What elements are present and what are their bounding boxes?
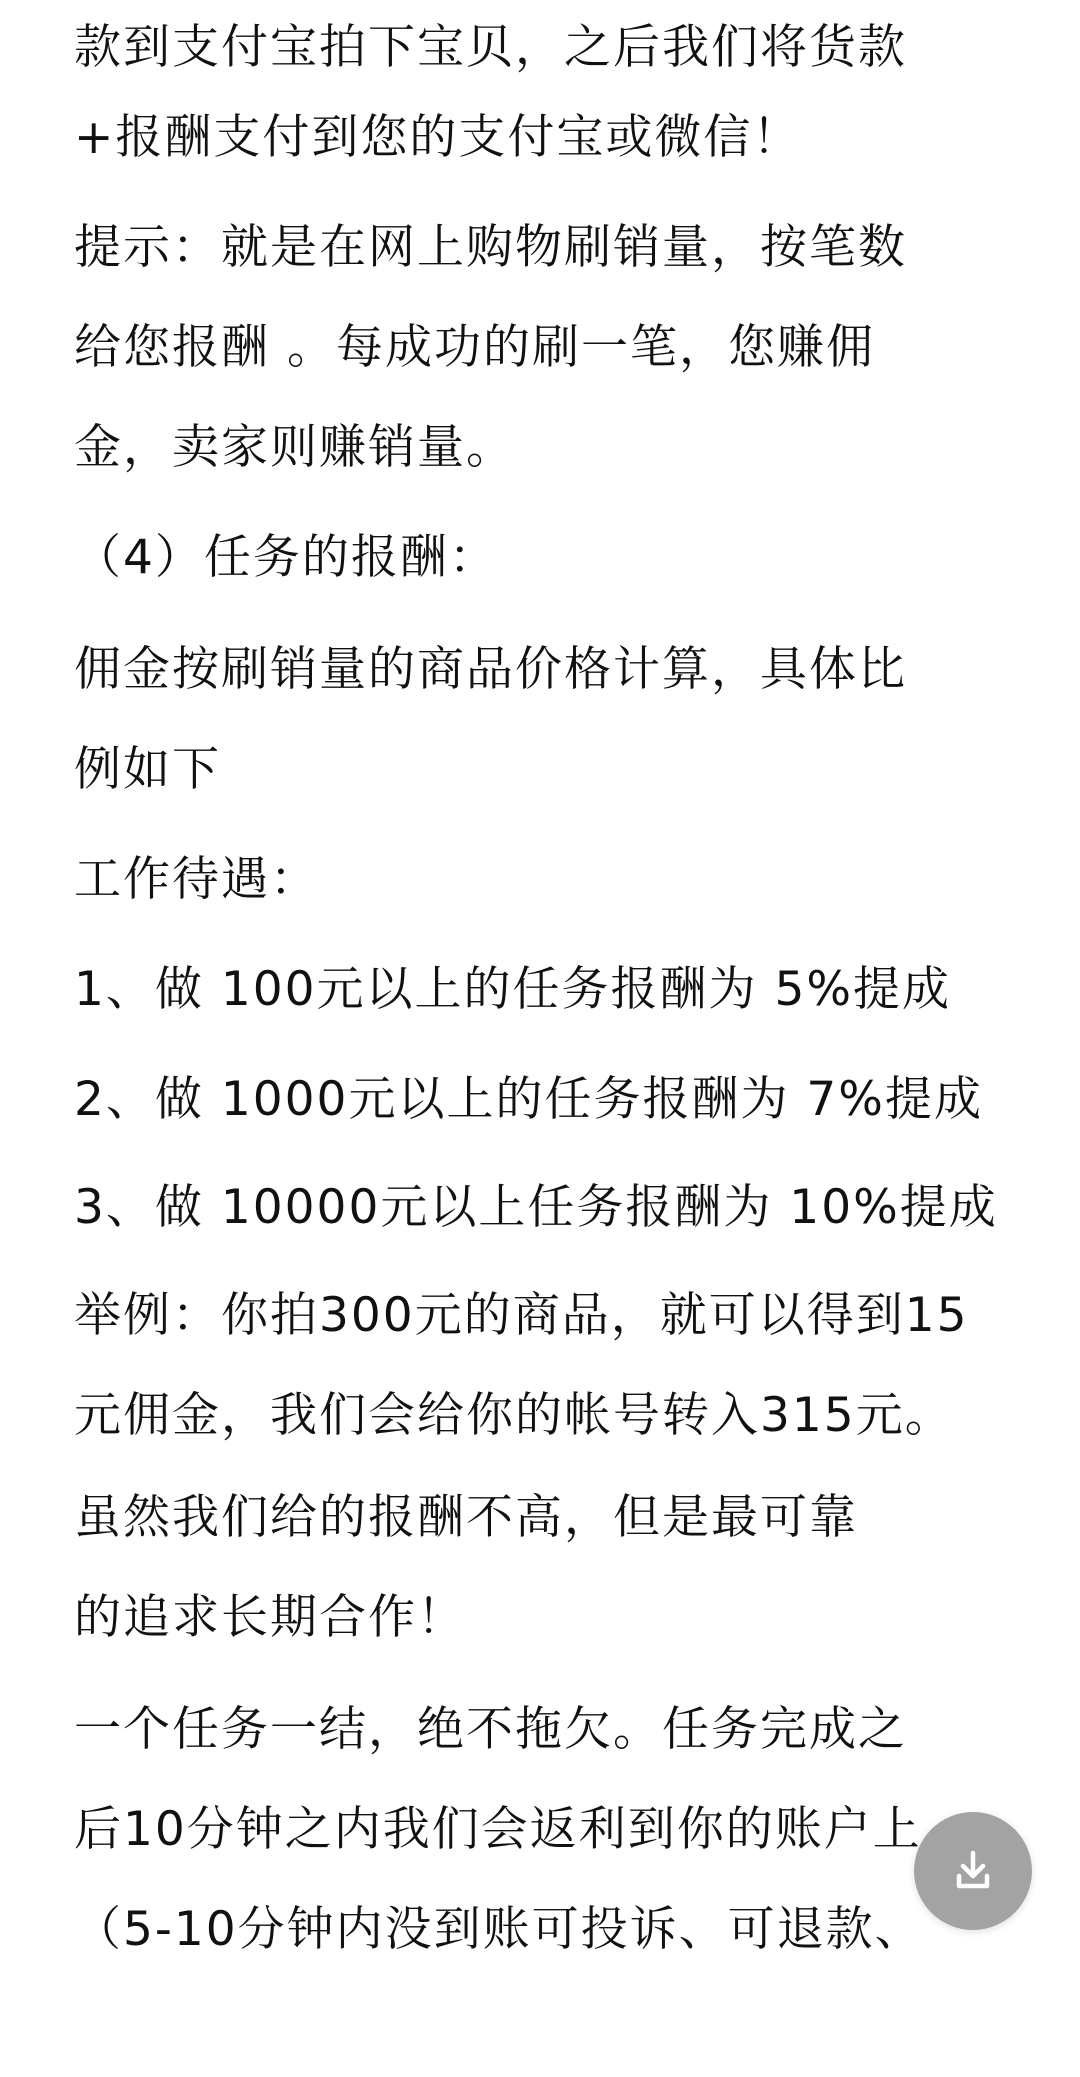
download-icon bbox=[941, 1839, 1005, 1903]
document-line: 举例：你拍300元的商品，就可以得到15 bbox=[74, 1288, 969, 1343]
document-line: 金，卖家则赚销量。 bbox=[74, 420, 515, 475]
document-line: 工作待遇： bbox=[74, 852, 319, 907]
document-line: 2、做 1000元以上的任务报酬为 7%提成 bbox=[74, 1072, 983, 1127]
document-line: 的追求长期合作！ bbox=[74, 1590, 466, 1645]
document-line: （5-10分钟内没到账可投诉、可退款、 bbox=[74, 1902, 924, 1957]
document-line: 一个任务一结，绝不拖欠。任务完成之 bbox=[74, 1702, 907, 1757]
document-line: 3、做 10000元以上任务报酬为 10%提成 bbox=[74, 1180, 998, 1235]
document-line: 虽然我们给的报酬不高，但是最可靠 bbox=[74, 1490, 858, 1545]
document-line: 元佣金，我们会给你的帐号转入315元。 bbox=[74, 1388, 954, 1443]
document-line: （4）任务的报酬： bbox=[74, 530, 498, 585]
document-line: 1、做 100元以上的任务报酬为 5%提成 bbox=[74, 962, 952, 1017]
download-button[interactable] bbox=[914, 1812, 1032, 1930]
document-line: +报酬支付到您的支付宝或微信！ bbox=[74, 110, 802, 165]
document-line: 佣金按刷销量的商品价格计算，具体比 bbox=[74, 642, 907, 697]
document-line: 后10分钟之内我们会返利到你的账户上 bbox=[74, 1802, 922, 1857]
document-line: 款到支付宝拍下宝贝，之后我们将货款 bbox=[74, 20, 907, 75]
document-line: 给您报酬 。每成功的刷一笔，您赚佣 bbox=[74, 320, 875, 375]
document-line: 例如下 bbox=[74, 742, 221, 797]
document-line: 提示：就是在网上购物刷销量，按笔数 bbox=[74, 220, 907, 275]
